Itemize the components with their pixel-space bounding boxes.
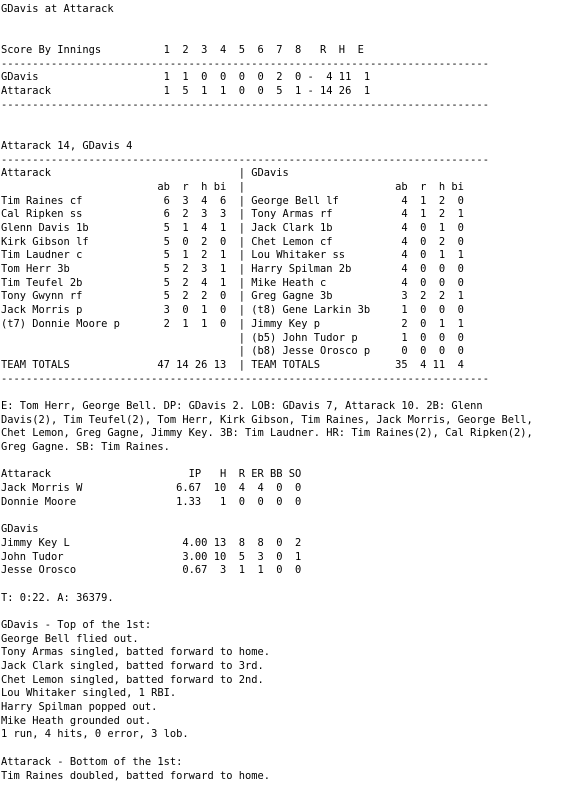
report-line: Jimmy Key L 4.00 13 8 8 0 2 [1,536,302,549]
report-line: GDavis [1,523,39,536]
report-line: Attarack | GDavis [1,167,289,180]
report-line: 1 run, 4 hits, 0 error, 3 lob. [1,728,189,741]
report-line: E: Tom Herr, George Bell. DP: GDavis 2. LOB: GDavis 7, Attarack 10. 2B: Glenn [1,399,483,412]
report-line: Jesse Orosco 0.67 3 1 1 0 0 [1,564,302,577]
report-line: Harry Spilman popped out. [1,701,158,714]
report-line: ab r h bi | ab r h bi [1,180,464,193]
report-line: Kirk Gibson lf 5 0 2 0 | Chet Lemon cf 4 0 2 0 [1,235,464,248]
report-line [1,386,570,400]
report-line: Lou Whitaker singled, 1 RBI. [1,687,177,700]
report-line [1,605,570,619]
report-line: TEAM TOTALS 47 14 26 13 | TEAM TOTALS 35 4 11 4 [1,358,464,371]
report-line: Donnie Moore 1.33 1 0 0 0 0 [1,495,302,508]
report-line: Cal Ripken ss 6 2 3 3 | Tony Armas rf 4 1 2 1 [1,208,464,221]
report-line [1,126,570,140]
report-line: Chet Lemon singled, batted forward to 2nd. [1,673,264,686]
report-line: George Bell flied out. [1,632,139,645]
report-line: ------------------------------------------------------------------------------ [1,57,489,70]
report-line: Mike Heath grounded out. [1,714,152,727]
report-line: Attarack 1 5 1 1 0 0 5 1 - 14 26 1 [1,85,371,98]
report-line: Glenn Davis 1b 5 1 4 1 | Jack Clark 1b 4 0 1 0 [1,222,464,234]
report-line [1,113,570,127]
report-line: Tony Gwynn rf 5 2 2 0 | Greg Gagne 3b 3 2 2 1 [1,290,464,303]
report-line [1,578,570,592]
report-line: GDavis 1 1 0 0 0 0 2 0 - 4 11 1 [1,71,371,84]
report-line: Davis(2), Tim Teufel(2), Tom Herr, Kirk Gibson, Tim Raines, Jack Morris, George Bell, [1,413,533,426]
report-line: GDavis - Top of the 1st: [1,618,152,631]
report-line: Jack Morris W 6.67 10 4 4 0 0 [1,482,302,495]
report-line: Tony Armas singled, batted forward to home. [1,646,270,659]
report-line [1,30,570,44]
report-line: T: 0:22. A: 36379. [1,591,114,604]
report-line [1,455,570,469]
report-line: Tim Laudner c 5 1 2 1 | Lou Whitaker ss 4 0 1 1 [1,249,464,262]
report-line: John Tudor 3.00 10 5 3 0 1 [1,550,302,563]
report-line [1,742,570,756]
report-line: Tim Raines doubled, batted forward to home. [1,769,270,782]
report-line: Tom Herr 3b 5 2 3 1 | Harry Spilman 2b 4 0 0 0 [1,263,464,276]
report-line [1,509,570,523]
report-line: Tim Teufel 2b 5 2 4 1 | Mike Heath c 4 0 0 0 [1,276,464,289]
report-line: Greg Gagne. SB: Tim Raines. [1,441,170,453]
report-line: GDavis at Attarack [1,3,114,15]
report-line: ------------------------------------------------------------------------------ [1,98,489,111]
report-line: Score By Innings 1 2 3 4 5 6 7 8 R H E [1,44,364,57]
report-line [1,17,570,31]
report-line: Tim Raines cf 6 3 4 6 | George Bell lf 4 1 2 0 [1,194,464,207]
report-line: Jack Morris p 3 0 1 0 | (t8) Gene Larkin 3b 1 0 0 0 [1,304,464,317]
report-line: (t7) Donnie Moore p 2 1 1 0 | Jimmy Key p 2 0 1 1 [1,317,464,330]
report-line: ------------------------------------------------------------------------------ [1,153,489,166]
report-line: Jack Clark singled, batted forward to 3rd. [1,660,264,672]
report-line: Chet Lemon, Greg Gagne, Jimmy Key. 3B: Tim Laudner. HR: Tim Raines(2), Cal Ripken(2), [1,427,533,440]
report-line: Attarack - Bottom of the 1st: [1,755,183,768]
report-line: ------------------------------------------------------------------------------ [1,372,489,385]
report-line: | (b8) Jesse Orosco p 0 0 0 0 [1,345,464,358]
report-line: Attarack 14, GDavis 4 [1,139,133,152]
report-line: | (b5) John Tudor p 1 0 0 0 [1,331,464,344]
report-line: Attarack IP H R ER BB SO [1,468,302,481]
